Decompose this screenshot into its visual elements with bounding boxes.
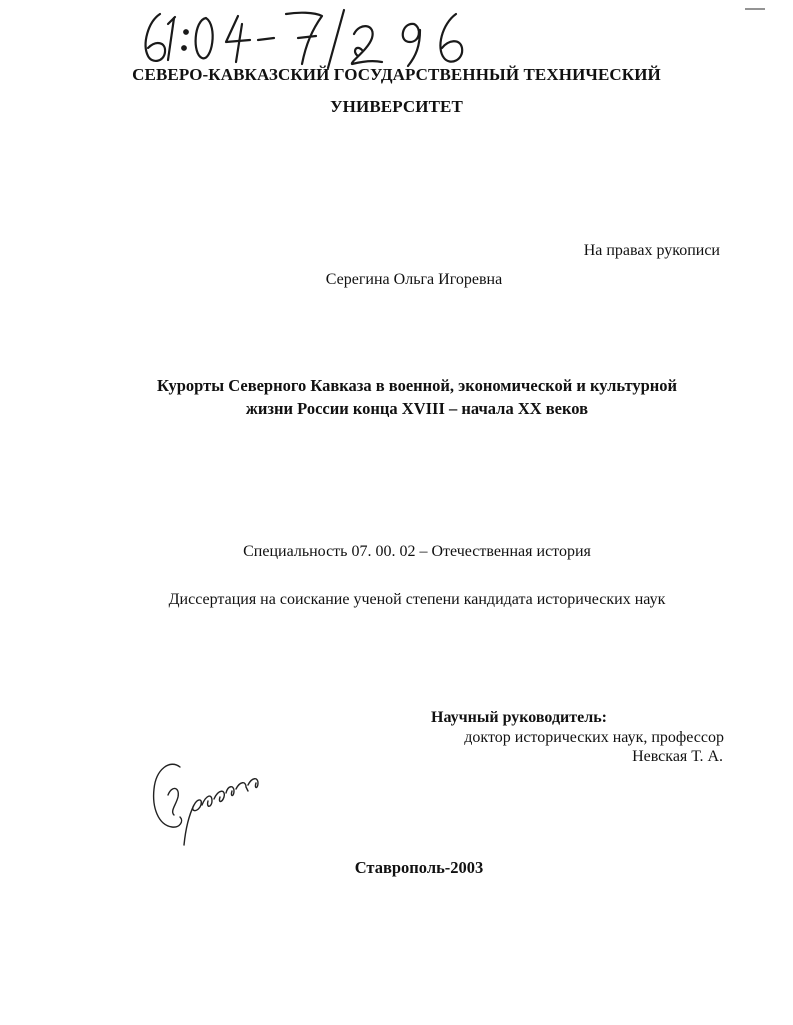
author-signature xyxy=(150,755,265,850)
university-line-1: СЕВЕРО-КАВКАЗСКИЙ ГОСУДАРСТВЕННЫЙ ТЕХНИЧЕСКИЙ xyxy=(132,65,661,84)
supervisor-credentials: доктор исторических наук, профессор xyxy=(464,729,724,746)
title-line-1: Курорты Северного Кавказа в военной, экономической и культурной xyxy=(156,376,678,395)
university-line-2: УНИВЕРСИТЕТ xyxy=(330,97,463,116)
corner-mark xyxy=(744,6,766,12)
supervisor-heading: Научный руководитель: xyxy=(431,709,607,726)
dissertation-title xyxy=(0,374,793,420)
supervisor-name: Невская Т. А. xyxy=(632,748,723,765)
university-name xyxy=(0,59,793,123)
rights-note: На правах рукописи xyxy=(583,242,720,259)
place-and-year: Ставрополь-2003 xyxy=(354,858,484,877)
degree-statement: Диссертация на соискание ученой степени кандидата исторических наук xyxy=(168,591,666,608)
author-name: Серегина Ольга Игоревна xyxy=(325,271,503,288)
specialty: Специальность 07. 00. 02 – Отечественная история xyxy=(243,543,591,560)
title-line-2: жизни России конца XVIII – начала XX веков xyxy=(245,399,589,418)
